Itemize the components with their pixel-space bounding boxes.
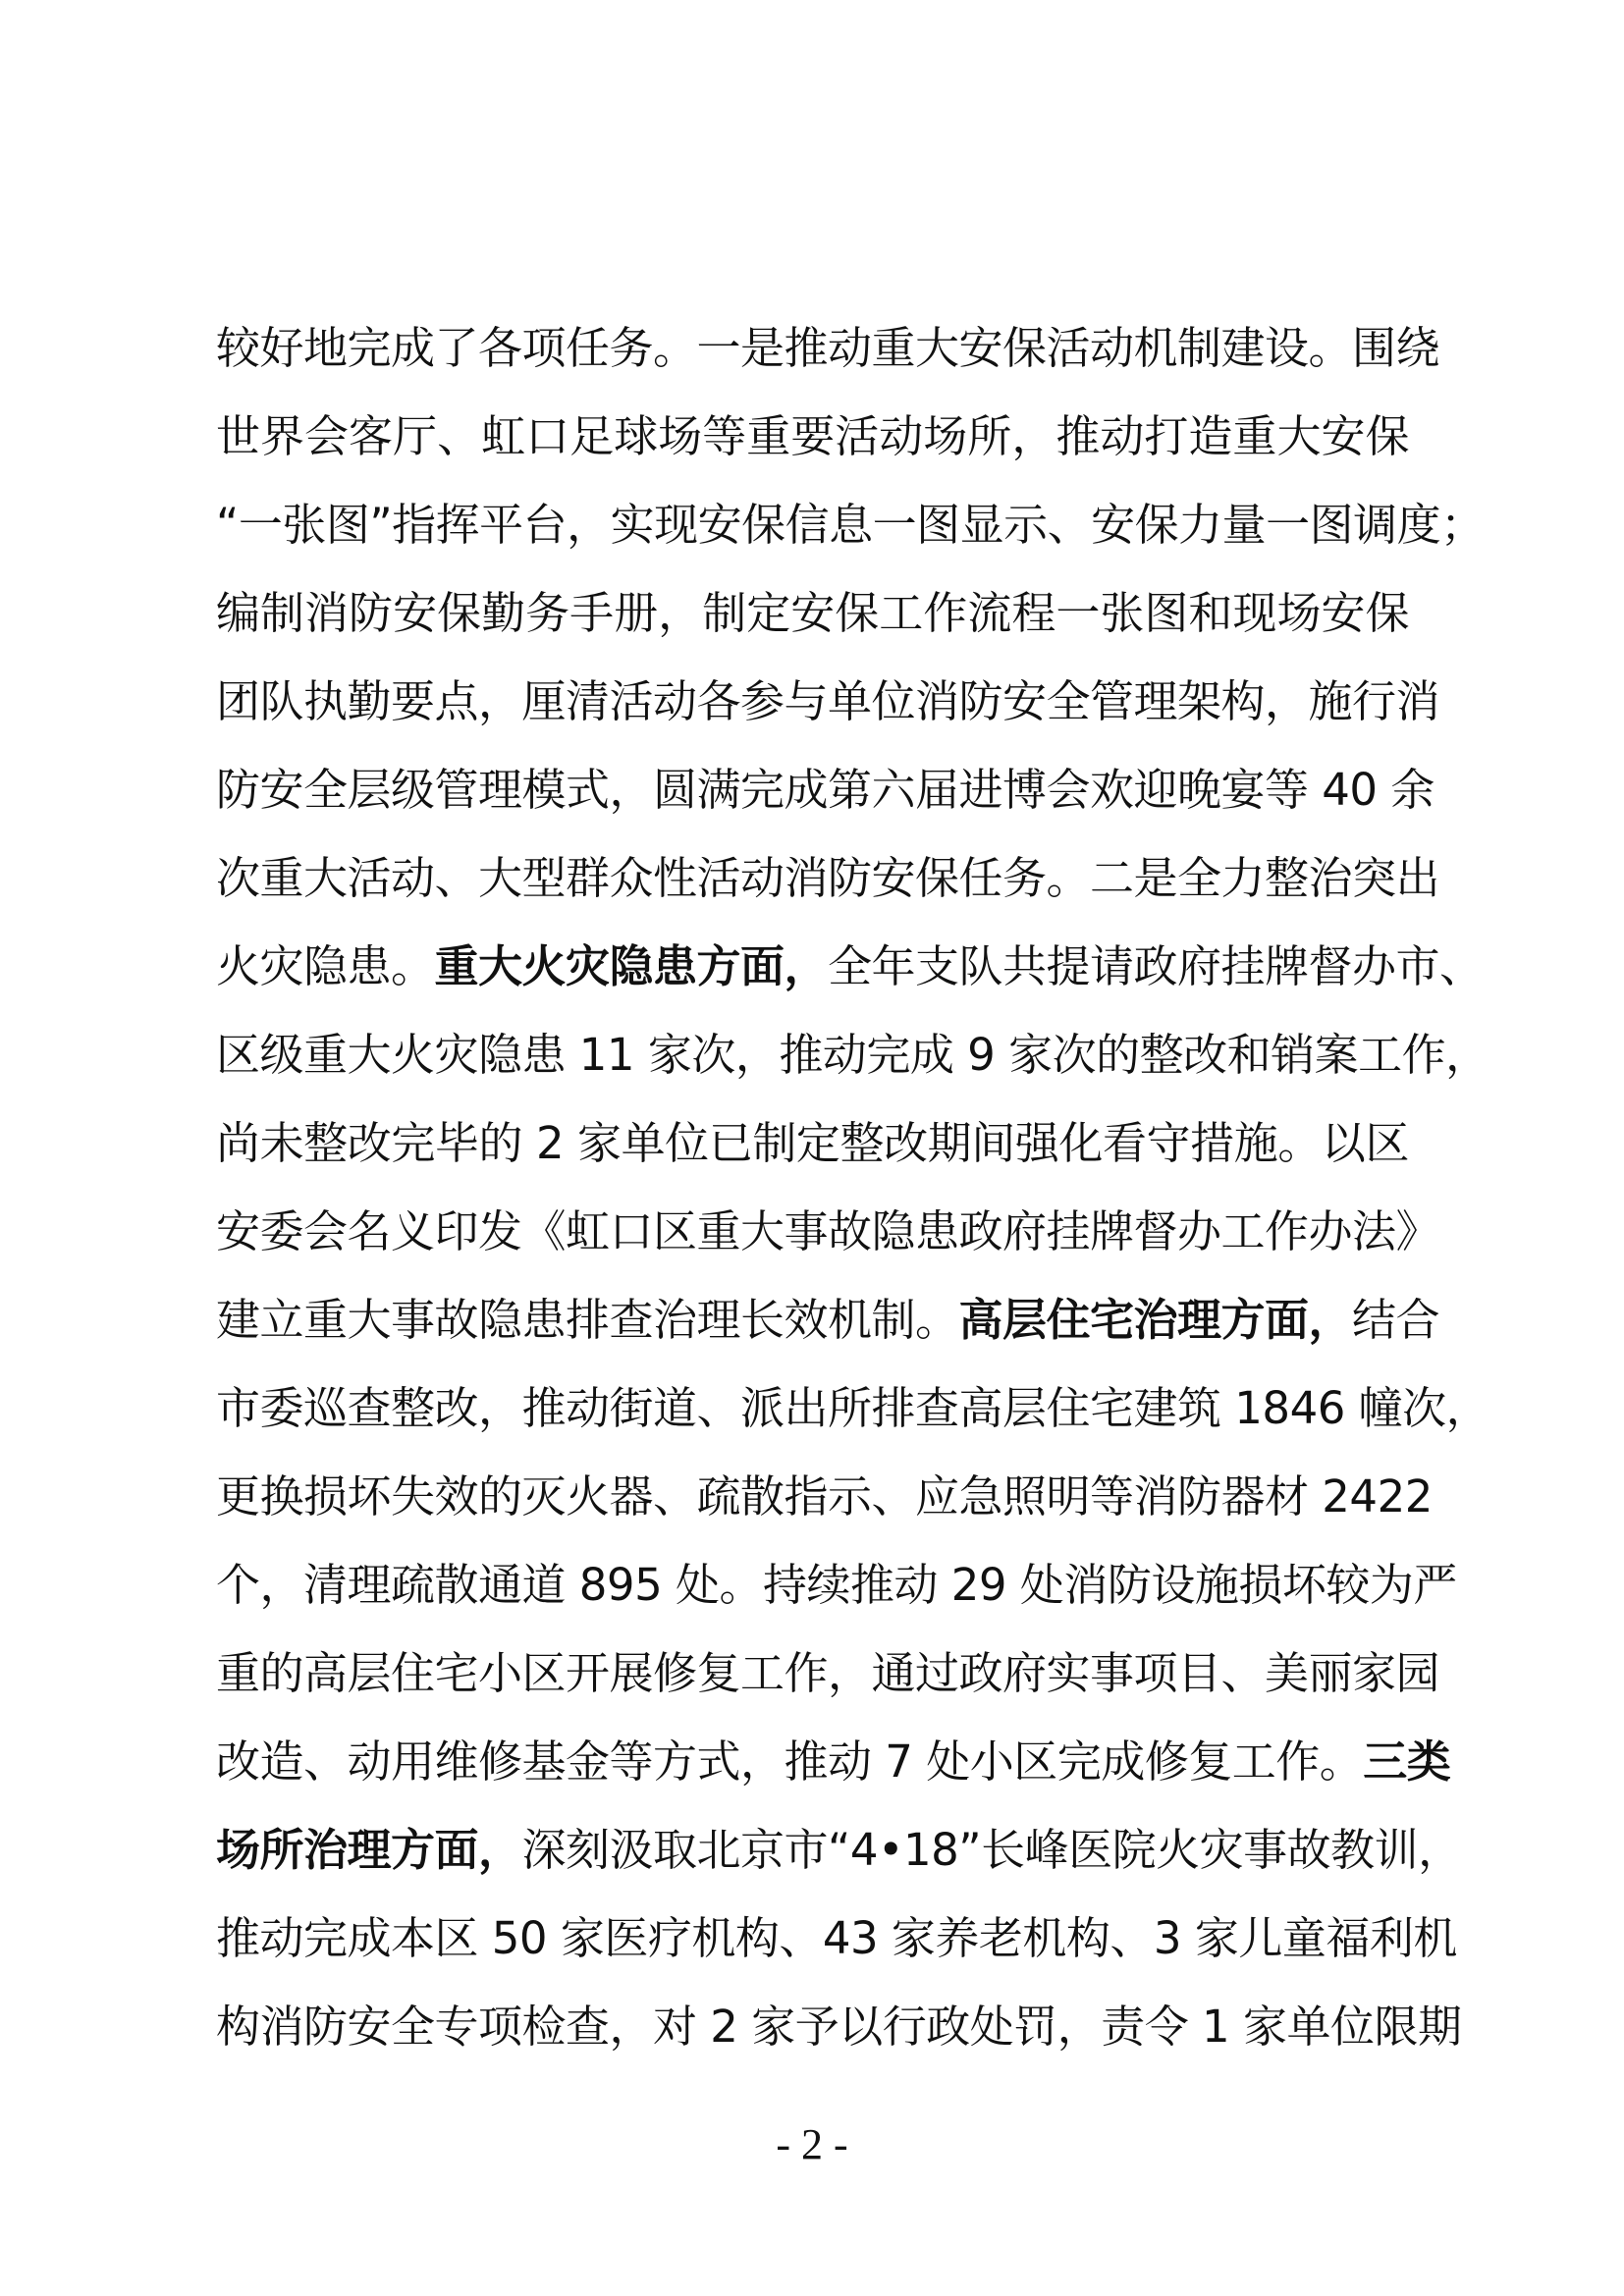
bold-subheading: 高层住宅治理方面， (958, 1294, 1353, 1346)
bold-subheading: 三类 (1363, 1735, 1451, 1788)
body-text-line: 世界会客厅、虹口足球场等重要活动场所，推动打造重大安保 (216, 410, 1409, 462)
body-text-line-with-heading (216, 1728, 1451, 1796)
body-text-line: 推动完成本区 50 家医疗机构、43 家养老机构、3 家儿童福利机 (216, 1912, 1457, 1964)
body-text-line: “一张图”指挥平台，实现安保信息一图显示、安保力量一图调度； (216, 499, 1485, 551)
page-number: - 2 - (776, 2120, 848, 2168)
text-run: 建立重大事故隐患排查治理长效机制。 (216, 1294, 959, 1346)
text-run: 全年支队共提请政府挂牌督办市、 (828, 940, 1484, 992)
body-text-line: 防安全层级管理模式，圆满完成第六届进博会欢迎晚宴等 40 余 (216, 764, 1435, 816)
bold-subheading: 重大火灾隐患方面， (434, 940, 829, 992)
body-text-line: 尚未整改完毕的 2 家单位已制定整改期间强化看守措施。以区 (216, 1117, 1409, 1169)
body-text-line: 重的高层住宅小区开展修复工作，通过政府实事项目、美丽家园 (216, 1647, 1440, 1699)
body-text-line: 市委巡查整改，推动街道、派出所排查高层住宅建筑 1846 幢次， (216, 1382, 1490, 1434)
body-text-line: 较好地完成了各项任务。一是推动重大安保活动机制建设。围绕 (216, 322, 1440, 374)
body-text-line: 构消防安全专项检查，对 2 家予以行政处罚，责令 1 家单位限期 (216, 2001, 1462, 2053)
text-run: 深刻汲取北京市“4•18”长峰医院火灾事故教训， (521, 1824, 1462, 1876)
body-text-line: 次重大活动、大型群众性活动消防安保任务。二是全力整治突出 (216, 852, 1440, 904)
body-text-line: 个，清理疏散通道 895 处。持续推动 29 处消防设施损坏较为严 (216, 1559, 1457, 1611)
body-text-line: 团队执勤要点，厘清活动各参与单位消防安全管理架构，施行消 (216, 675, 1440, 727)
text-run: 改造、动用维修基金等方式，推动 7 处小区完成修复工作。 (216, 1735, 1364, 1788)
body-text-line-with-heading (216, 1816, 1462, 1885)
body-text-line: 更换损坏失效的灭火器、疏散指示、应急照明等消防器材 2422 (216, 1470, 1433, 1522)
text-run: 结合 (1352, 1294, 1440, 1346)
bold-subheading: 场所治理方面， (216, 1824, 522, 1876)
body-text-line: 区级重大火灾隐患 11 家次，推动完成 9 家次的整改和销案工作， (216, 1029, 1489, 1081)
body-text-line-with-heading (216, 933, 1484, 1001)
body-text-line-with-heading (216, 1286, 1440, 1355)
text-run: 火灾隐患。 (216, 940, 435, 992)
body-text-line: 编制消防安保勤务手册，制定安保工作流程一张图和现场安保 (216, 587, 1409, 639)
body-text-line: 安委会名义印发《虹口区重大事故隐患政府挂牌督办工作办法》 (216, 1205, 1440, 1257)
